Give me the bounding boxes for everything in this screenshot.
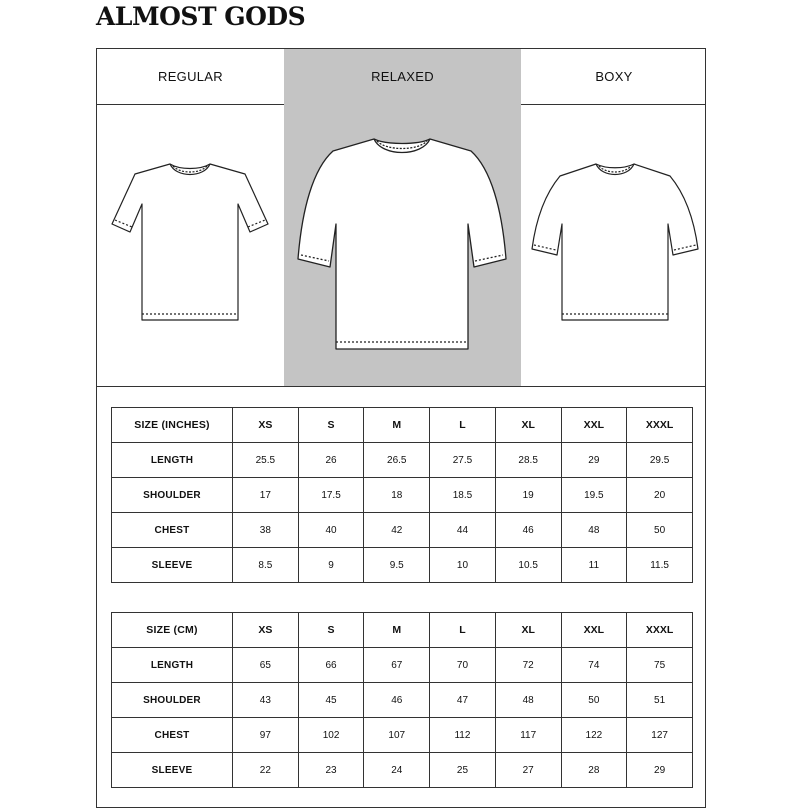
table-header-row bbox=[112, 613, 693, 648]
table-cell: 27 bbox=[495, 753, 561, 788]
fit-panel-boxy bbox=[521, 104, 707, 386]
table-cell: 75 bbox=[627, 648, 693, 683]
table-cell: 24 bbox=[364, 753, 430, 788]
table-header-cell: SIZE (CM) bbox=[112, 613, 233, 648]
table-cell: 19 bbox=[495, 478, 561, 513]
table-cell: 27.5 bbox=[430, 443, 496, 478]
table-cell: 23 bbox=[298, 753, 364, 788]
table-header-cell: XXL bbox=[561, 408, 627, 443]
table-cell: 48 bbox=[561, 513, 627, 548]
table-cell: 117 bbox=[495, 718, 561, 753]
table-cell: 43 bbox=[233, 683, 299, 718]
table-header-row bbox=[112, 408, 693, 443]
table-header-cell: XXXL bbox=[627, 408, 693, 443]
table-cell: 8.5 bbox=[233, 548, 299, 583]
table-cell: 46 bbox=[495, 513, 561, 548]
table-cell: 38 bbox=[233, 513, 299, 548]
size-table-cm bbox=[111, 612, 693, 788]
table-cell: 29.5 bbox=[627, 443, 693, 478]
table-cell: 19.5 bbox=[561, 478, 627, 513]
table-cell: 26.5 bbox=[364, 443, 430, 478]
table-cell: 112 bbox=[430, 718, 496, 753]
table-cell: 66 bbox=[298, 648, 364, 683]
table-cell: 25 bbox=[430, 753, 496, 788]
table-cell: 44 bbox=[430, 513, 496, 548]
fit-label-boxy: BOXY bbox=[595, 69, 633, 84]
table-cell: 107 bbox=[364, 718, 430, 753]
table-cell: 65 bbox=[233, 648, 299, 683]
table-cell: 51 bbox=[627, 683, 693, 718]
table-cell: 47 bbox=[430, 683, 496, 718]
table-cell: 74 bbox=[561, 648, 627, 683]
table-cell: 48 bbox=[495, 683, 561, 718]
table-cell: 22 bbox=[233, 753, 299, 788]
table-header-cell: XXL bbox=[561, 613, 627, 648]
row-label: SLEEVE bbox=[112, 753, 233, 788]
table-header-cell: L bbox=[430, 613, 496, 648]
table-header-cell: M bbox=[364, 613, 430, 648]
table-row bbox=[112, 648, 693, 683]
regular-tshirt-icon bbox=[110, 154, 270, 324]
table-header-cell: XL bbox=[495, 613, 561, 648]
fit-label-regular: REGULAR bbox=[158, 69, 223, 84]
table-header-cell: XS bbox=[233, 613, 299, 648]
table-header-cell: S bbox=[298, 613, 364, 648]
table-cell: 10.5 bbox=[495, 548, 561, 583]
fit-label-relaxed: RELAXED bbox=[284, 49, 521, 104]
fit-panel-relaxed bbox=[284, 104, 521, 386]
table-cell: 25.5 bbox=[233, 443, 299, 478]
table-cell: 29 bbox=[627, 753, 693, 788]
table-cell: 50 bbox=[627, 513, 693, 548]
table-cell: 18 bbox=[364, 478, 430, 513]
size-guide-frame bbox=[96, 48, 706, 808]
table-cell: 46 bbox=[364, 683, 430, 718]
table-cell: 20 bbox=[627, 478, 693, 513]
row-label: CHEST bbox=[112, 718, 233, 753]
table-row bbox=[112, 753, 693, 788]
table-cell: 42 bbox=[364, 513, 430, 548]
table-row bbox=[112, 683, 693, 718]
table-row bbox=[112, 718, 693, 753]
table-cell: 9 bbox=[298, 548, 364, 583]
fit-panel-regular bbox=[97, 104, 284, 386]
row-label: CHEST bbox=[112, 513, 233, 548]
row-label: SHOULDER bbox=[112, 683, 233, 718]
brand-logo: ALMOST GODS bbox=[96, 2, 306, 31]
row-label: LENGTH bbox=[112, 648, 233, 683]
table-header-cell: XS bbox=[233, 408, 299, 443]
relaxed-tshirt-icon bbox=[296, 129, 508, 354]
table-cell: 127 bbox=[627, 718, 693, 753]
table-row bbox=[112, 548, 693, 583]
row-label: SLEEVE bbox=[112, 548, 233, 583]
table-row bbox=[112, 443, 693, 478]
table-cell: 72 bbox=[495, 648, 561, 683]
table-cell: 11.5 bbox=[627, 548, 693, 583]
table-cell: 10 bbox=[430, 548, 496, 583]
row-label: SHOULDER bbox=[112, 478, 233, 513]
table-cell: 28.5 bbox=[495, 443, 561, 478]
table-cell: 9.5 bbox=[364, 548, 430, 583]
table-cell: 67 bbox=[364, 648, 430, 683]
table-cell: 102 bbox=[298, 718, 364, 753]
table-cell: 11 bbox=[561, 548, 627, 583]
table-header-cell: XL bbox=[495, 408, 561, 443]
table-cell: 18.5 bbox=[430, 478, 496, 513]
size-table-inches bbox=[111, 407, 693, 583]
table-cell: 28 bbox=[561, 753, 627, 788]
boxy-tshirt-icon bbox=[530, 154, 700, 324]
table-header-cell: XXXL bbox=[627, 613, 693, 648]
table-cell: 97 bbox=[233, 718, 299, 753]
table-header-cell: M bbox=[364, 408, 430, 443]
section-divider bbox=[97, 386, 705, 387]
table-cell: 50 bbox=[561, 683, 627, 718]
table-cell: 17 bbox=[233, 478, 299, 513]
table-header-cell: L bbox=[430, 408, 496, 443]
table-cell: 45 bbox=[298, 683, 364, 718]
table-row bbox=[112, 513, 693, 548]
table-header-cell: SIZE (INCHES) bbox=[112, 408, 233, 443]
table-cell: 40 bbox=[298, 513, 364, 548]
row-label: LENGTH bbox=[112, 443, 233, 478]
table-cell: 17.5 bbox=[298, 478, 364, 513]
table-cell: 29 bbox=[561, 443, 627, 478]
table-cell: 70 bbox=[430, 648, 496, 683]
table-cell: 26 bbox=[298, 443, 364, 478]
table-header-cell: S bbox=[298, 408, 364, 443]
table-row bbox=[112, 478, 693, 513]
table-cell: 122 bbox=[561, 718, 627, 753]
